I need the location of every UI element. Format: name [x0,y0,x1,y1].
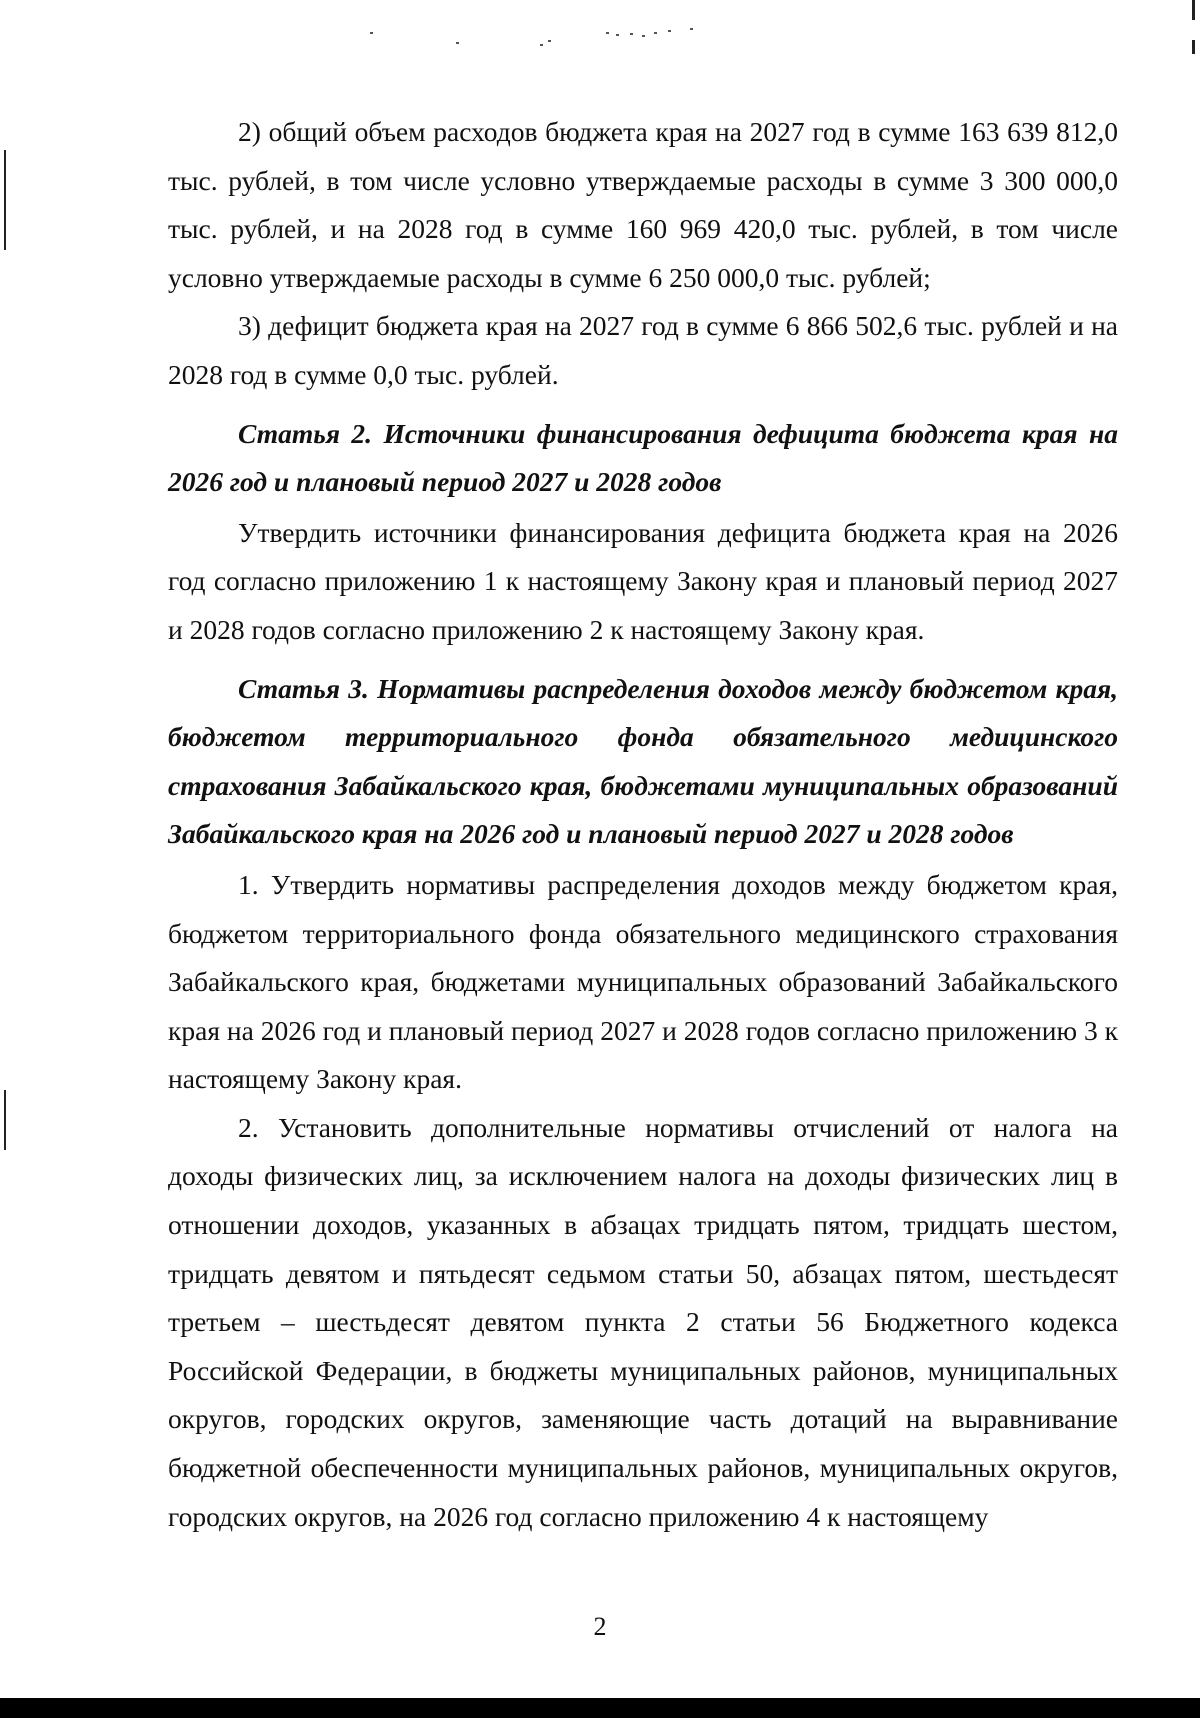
scan-artifacts [390,22,770,62]
article-2-heading: Статья 2. Источники финансирования дефицита бюджета края на 2026 год и плановый период 2027 и 2028 годов [168,417,1118,498]
scan-bottom-border [0,1698,1200,1718]
paragraph-deficit: 3) дефицит бюджета края на 2027 год в сумме 6 866 502,6 тыс. рублей и на 2028 год в сумме 0,0 тыс. рублей. [168,310,1118,390]
article-3-item-1: 1. Утвердить нормативы распределения доходов между бюджетом края, бюджетом территориального фонда обязательного медицинского страхования Забайкальского края, бюджетами муниципальных образований Забайкальского края на 2026 год и плановый период 2027 и 2028 годов согласно приложению 3 к настоящему Закону края. [168,868,1118,1095]
article-3-heading: Статья 3. Нормативы распределения доходов между бюджетом края, бюджетом территориального фонда обязательного медицинского страхования Забайкальского края, бюджетами муниципальных образований Забайкальского края на 2026 год и плановый период 2027 и 2028 годов [168,672,1118,850]
article-3-item-2: 2. Установить дополнительные нормативы отчислений от налога на доходы физических лиц, за исключением налога на доходы физических лиц в отношении доходов, указанных в абзацах тридцать пятом, тридцать шестом, тридцать девятом и пятьдесят седьмом статьи 50, абзацах пятом, шестьдесят третьем – шестьдесят девятом пункта 2 статьи 56 Бюджетного кодекса Российской Федерации, в бюджеты муниципальных районов, муниципальных округов, городских округов, заменяющие часть дотаций на выравнивание бюджетной обеспеченности муниципальных районов, муниципальных округов, городских округов, на 2026 год согласно приложению 4 к настоящему [168,1111,1118,1532]
page-number: 2 [593,1612,607,1641]
article-2-text: Утвердить источники финансирования дефицита бюджета края на 2026 год согласно приложению 1 к настоящему Закону края и плановый период 2027 и 2028 годов согласно приложению 2 к настоящему Закону края. [168,516,1118,645]
scan-edge-right-2 [1192,40,1195,54]
paragraph-expenses-2027-2028: 2) общий объем расходов бюджета края на 2027 год в сумме 163 639 812,0 тыс. рублей, в том числе условно утверждаемые расходы в сумме 3 300 000,0 тыс. рублей, и на 2028 год в сумме 160 969 420,0 тыс. рублей, в том числе условно утверждаемые расходы в сумме 6 250 000,0 тыс. рублей; [168,116,1118,293]
scan-edge-right [1192,0,1195,20]
document-body [168,108,1118,1541]
scan-edge-left [4,150,6,250]
scan-edge-left-lower [4,1090,6,1150]
